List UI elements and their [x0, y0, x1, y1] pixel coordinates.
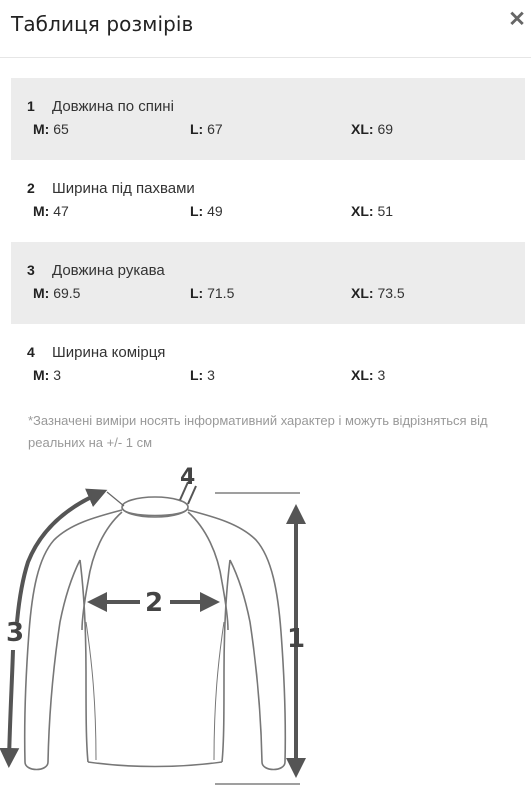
label-2: 2	[145, 588, 164, 618]
label-1: 1	[287, 624, 306, 654]
size-xl-value: XL: 69	[351, 121, 394, 137]
row-name: Ширина комірця	[52, 344, 166, 361]
row-number: 2	[27, 180, 35, 196]
size-row	[11, 324, 525, 406]
row-number: 1	[27, 98, 35, 114]
measure-guides	[107, 492, 300, 784]
size-m-value: M: 65	[33, 121, 69, 137]
modal-title: Таблиця розмірів	[11, 12, 194, 36]
size-l-value: L: 71.5	[190, 285, 235, 301]
label-4: 4	[180, 465, 196, 490]
measure-arrows	[9, 482, 296, 770]
close-icon[interactable]: ✕	[508, 8, 526, 31]
row-name: Довжина по спині	[52, 98, 174, 115]
modal-header	[0, 0, 531, 58]
size-xl-value: XL: 73.5	[351, 285, 405, 301]
row-number: 4	[27, 344, 35, 360]
size-l-value: L: 3	[190, 367, 215, 383]
size-m-value: M: 3	[33, 367, 62, 383]
size-row	[11, 242, 525, 324]
size-m-value: M: 47	[33, 203, 69, 219]
size-xl-value: XL: 3	[351, 367, 386, 383]
size-xl-value: XL: 51	[351, 203, 394, 219]
row-name: Ширина під пахвами	[52, 180, 195, 197]
label-3: 3	[6, 618, 25, 648]
shirt-outline	[25, 497, 286, 770]
size-row	[11, 160, 525, 242]
size-l-value: L: 67	[190, 121, 223, 137]
shirt-measurement-diagram	[0, 462, 531, 800]
size-l-value: L: 49	[190, 203, 223, 219]
size-row	[11, 78, 525, 160]
size-m-value: M: 69.5	[33, 285, 81, 301]
size-table	[11, 78, 525, 406]
row-name: Довжина рукава	[52, 262, 165, 279]
row-number: 3	[27, 262, 35, 278]
disclaimer-note: *Зазначені виміри носять інформативний характер і можуть відрізняться від реальних на +/- 1 см	[28, 413, 488, 450]
